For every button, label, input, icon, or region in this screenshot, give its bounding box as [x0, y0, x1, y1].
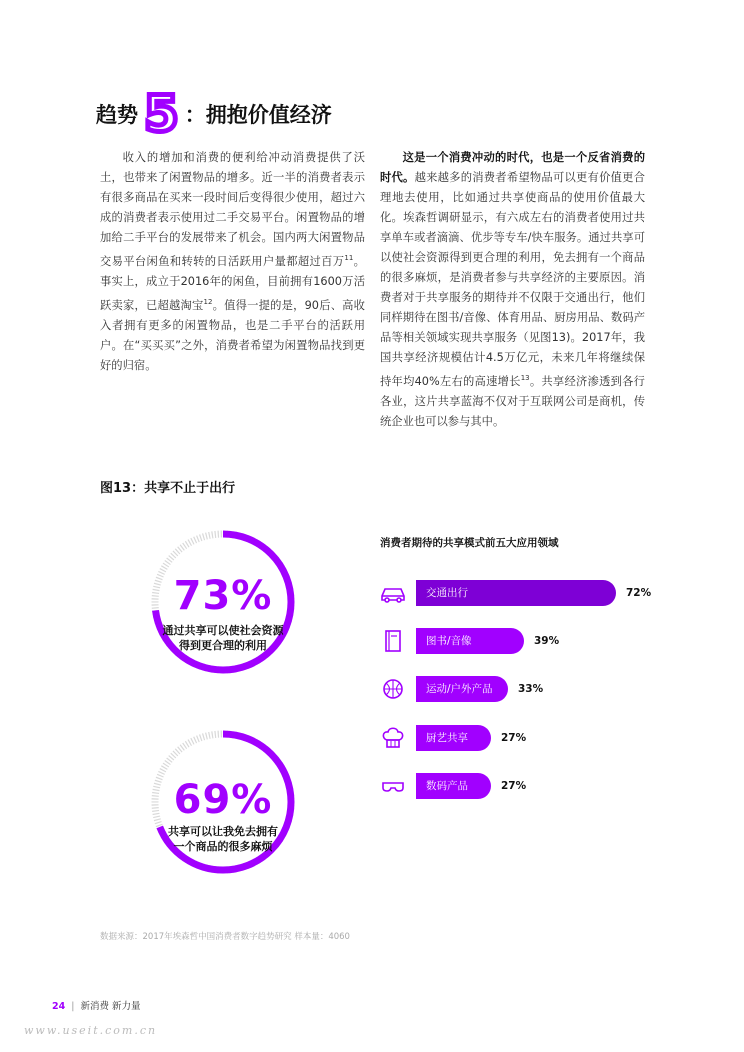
left-p3: 。值得一提的是，90后、高收入者拥有更多的闲置物品，也是二手平台的活跃用户。在“买买买”之外，消费者希望为闲置物品找到更好的归宿。	[100, 298, 365, 372]
data-source: 数据来源：2017年埃森哲中国消费者数字趋势研究 样本量：4060	[100, 932, 350, 942]
ball-icon	[380, 677, 406, 701]
left-p2: 。事实上，成立于2016年的闲鱼，目前拥有1600万活跃卖家，已超越淘宝	[100, 254, 365, 312]
footnote-13: 13	[520, 374, 530, 382]
bar-value-digital: 27%	[501, 780, 527, 792]
watermark: www.useit.com.cn	[24, 1024, 158, 1037]
bar-row-books	[376, 626, 676, 656]
chef-hat-icon	[380, 726, 406, 750]
donut-1-caption-line2: 得到更合理的利用	[179, 639, 267, 652]
bar-row-sports	[376, 674, 676, 704]
vr-glasses-icon	[380, 774, 406, 798]
bar-label-cooking: 厨艺共享	[426, 732, 468, 744]
right-column	[380, 148, 645, 432]
bar-label-transport: 交通出行	[426, 587, 468, 599]
footer-separator: |	[71, 1001, 75, 1012]
donut-chart-1	[148, 527, 298, 677]
left-column	[100, 148, 365, 376]
section-heading	[96, 85, 332, 143]
bar-row-transport	[376, 578, 676, 608]
bar-value-books: 39%	[534, 635, 560, 647]
left-p1: 收入的增加和消费的便利给冲动消费提供了沃土，也带来了闲置物品的增多。近一半的消费者表示有很多商品在买来一段时间后变得很少使用，超过六成的消费者表示使用过二手交易平台。闲置物品的增加给二手平台的发展带来了机会。国内两大闲置物品交易平台闲鱼和转转的日活跃用户量都超过百万	[100, 151, 365, 268]
page-footer	[52, 998, 141, 1012]
right-bold-lead: 这是一个消费冲动的时代，也是一个反省消费的时代。	[380, 151, 645, 184]
donut-1-caption-line1: 通过共享可以使社会资源	[162, 624, 284, 637]
heading-number: 5	[144, 85, 179, 143]
page-number: 24	[52, 1001, 66, 1012]
donut-2-value: 69%	[173, 777, 273, 823]
right-p2: 。共享经济渗透到各行各业，这片共享蓝海不仅对于互联网公司是商机，传统企业也可以参与其中。	[380, 374, 645, 428]
figure-title: 图13：共享不止于出行	[100, 481, 236, 496]
bar-row-digital	[376, 771, 676, 801]
bar-digital	[416, 773, 491, 799]
bar-sports	[416, 676, 508, 702]
bar-value-cooking: 27%	[501, 732, 527, 744]
bar-cooking	[416, 725, 491, 751]
bar-value-transport: 72%	[626, 587, 652, 599]
heading-prefix: 趋势	[96, 103, 138, 127]
footnote-11: 11	[344, 254, 354, 262]
heading-suffix: ：拥抱价值经济	[184, 103, 332, 127]
donut-2-caption-line1: 共享可以让我免去拥有	[168, 825, 278, 838]
footer-text: 新消费 新力量	[80, 1001, 141, 1012]
footnote-12: 12	[203, 297, 213, 306]
right-p1: 越来越多的消费者希望物品可以更有价值更合理地去使用，比如通过共享使商品的使用价值最大化。埃森哲调研显示，有六成左右的消费者使用过共享单车或者滴滴、优步等专车/快车服务。通过共享可以使社会资源得到更合理的利用，免去拥有一个商品的很多麻烦，是消费者参与共享经济的主要原因。消费者对于共享服务的期待并不仅限于交通出行，他们同样期待在图书/音像、体育用品、厨房用品、数码产品等相关领域实现共享服务（见图13)。2017年，我国共享经济规模估计4.5万亿元，未来几年将继续保持年均40%左右的高速增长	[380, 171, 645, 388]
bar-row-cooking	[376, 723, 676, 753]
bar-value-sports: 33%	[518, 683, 544, 695]
car-icon	[380, 581, 406, 605]
bar-books	[416, 628, 524, 654]
bar-label-sports: 运动/户外产品	[426, 683, 493, 695]
donut-2-caption-line2: 一个商品的很多麻烦	[173, 840, 273, 853]
book-icon	[380, 629, 406, 653]
bar-label-books: 图书/音像	[426, 635, 472, 647]
bar-chart-title: 消费者期待的共享模式前五大应用领域	[380, 537, 559, 549]
bar-label-digital: 数码产品	[426, 780, 468, 792]
donut-1-value: 73%	[173, 573, 273, 619]
donut-chart-2	[148, 727, 298, 877]
bar-transport	[416, 580, 616, 606]
